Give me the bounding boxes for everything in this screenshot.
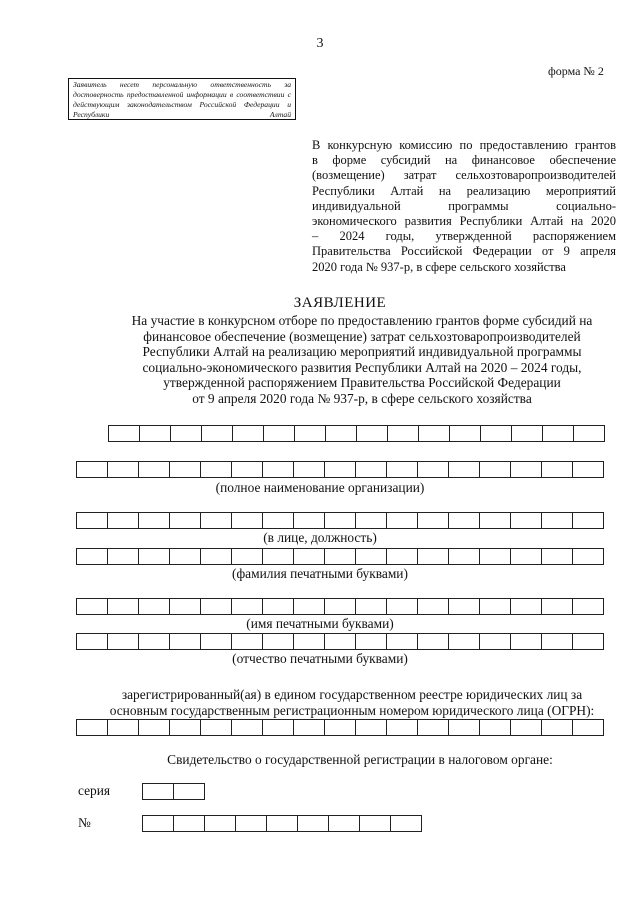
input-cell[interactable]	[107, 719, 139, 736]
input-cell[interactable]	[479, 512, 511, 529]
subtitle-line: финансовое обеспечение (возмещение) затрат сельхозтоваропроизводителей	[143, 328, 581, 344]
input-cell[interactable]	[417, 548, 449, 565]
input-cell[interactable]	[107, 633, 139, 650]
input-cell[interactable]	[479, 633, 511, 650]
input-cell[interactable]	[386, 719, 418, 736]
input-cell[interactable]	[390, 815, 422, 832]
input-cell[interactable]	[542, 425, 574, 442]
subtitle-line: социально-экономического развития Республики Алтай на 2020 – 2024 годы,	[142, 359, 582, 375]
input-cell[interactable]	[448, 719, 480, 736]
input-cell[interactable]	[107, 512, 139, 529]
input-cell[interactable]	[510, 512, 542, 529]
input-cell[interactable]	[235, 815, 267, 832]
input-cell[interactable]	[386, 633, 418, 650]
number-label: №	[78, 815, 91, 830]
registration-text	[76, 687, 628, 718]
organization-cells-row-1[interactable]	[108, 425, 605, 442]
input-cell[interactable]	[262, 512, 294, 529]
ogrn-cells[interactable]	[76, 719, 604, 736]
input-cell[interactable]	[200, 461, 232, 478]
input-cell[interactable]	[263, 425, 295, 442]
input-cell[interactable]	[200, 512, 232, 529]
input-cell[interactable]	[293, 719, 325, 736]
input-cell[interactable]	[386, 598, 418, 615]
input-cell[interactable]	[293, 512, 325, 529]
input-cell[interactable]	[387, 425, 419, 442]
input-cell[interactable]	[355, 461, 387, 478]
input-cell[interactable]	[448, 512, 480, 529]
subtitle-line: утвержденной распоряжением Правительства Российской Федерации	[163, 375, 561, 391]
addressee-line: индивидуальной программы социально-	[312, 198, 616, 213]
patronymic-cells[interactable]	[76, 633, 604, 650]
input-cell[interactable]	[324, 512, 356, 529]
input-cell[interactable]	[572, 598, 604, 615]
input-cell[interactable]	[142, 783, 174, 800]
addressee-line: В конкурсную комиссию по предоставлению грантов	[312, 138, 616, 152]
input-cell[interactable]	[479, 719, 511, 736]
input-cell[interactable]	[138, 633, 170, 650]
input-cell[interactable]	[266, 815, 298, 832]
input-cell[interactable]	[386, 461, 418, 478]
input-cell[interactable]	[293, 461, 325, 478]
name-caption: (имя печатными буквами)	[246, 616, 394, 631]
input-cell[interactable]	[231, 548, 263, 565]
subtitle-line: На участие в конкурсном отборе по предоставлению грантов форме субсидий на	[131, 313, 593, 328]
input-cell[interactable]	[324, 548, 356, 565]
input-cell[interactable]	[262, 461, 294, 478]
input-cell[interactable]	[448, 598, 480, 615]
input-cell[interactable]	[449, 425, 481, 442]
position-cells[interactable]	[76, 512, 604, 529]
input-cell[interactable]	[138, 461, 170, 478]
input-cell[interactable]	[572, 719, 604, 736]
input-cell[interactable]	[572, 548, 604, 565]
subtitle-line: Республики Алтай на реализацию мероприятий индивидуальной программы	[142, 344, 582, 360]
input-cell[interactable]	[108, 425, 140, 442]
input-cell[interactable]	[479, 548, 511, 565]
input-cell[interactable]	[204, 815, 236, 832]
input-cell[interactable]	[417, 719, 449, 736]
statement-subtitle	[100, 313, 624, 407]
input-cell[interactable]	[356, 425, 388, 442]
input-cell[interactable]	[76, 598, 108, 615]
input-cell[interactable]	[480, 425, 512, 442]
input-cell[interactable]	[293, 633, 325, 650]
organization-cells-row-2[interactable]	[76, 461, 604, 478]
input-cell[interactable]	[231, 461, 263, 478]
input-cell[interactable]	[262, 548, 294, 565]
input-cell[interactable]	[448, 633, 480, 650]
input-cell[interactable]	[417, 633, 449, 650]
input-cell[interactable]	[510, 598, 542, 615]
series-label: серия	[78, 783, 111, 798]
input-cell[interactable]	[541, 598, 573, 615]
surname-cells[interactable]	[76, 548, 604, 565]
input-cell[interactable]	[573, 425, 605, 442]
page-number: 3	[316, 36, 324, 51]
input-cell[interactable]	[169, 598, 201, 615]
input-cell[interactable]	[448, 548, 480, 565]
input-cell[interactable]	[355, 633, 387, 650]
input-cell[interactable]	[386, 512, 418, 529]
input-cell[interactable]	[324, 598, 356, 615]
position-caption: (в лице, должность)	[263, 530, 377, 545]
input-cell[interactable]	[107, 548, 139, 565]
input-cell[interactable]	[324, 461, 356, 478]
input-cell[interactable]	[479, 461, 511, 478]
input-cell[interactable]	[231, 719, 263, 736]
input-cell[interactable]	[231, 633, 263, 650]
input-cell[interactable]	[107, 461, 139, 478]
input-cell[interactable]	[231, 512, 263, 529]
input-cell[interactable]	[201, 425, 233, 442]
patronymic-caption: (отчество печатными буквами)	[232, 651, 408, 666]
certificate-heading: Свидетельство о государственной регистрации в налоговом органе:	[167, 752, 553, 767]
input-cell[interactable]	[170, 425, 202, 442]
addressee-line: Республики Алтай на реализацию мероприятий	[312, 183, 616, 198]
input-cell[interactable]	[541, 719, 573, 736]
input-cell[interactable]	[169, 461, 201, 478]
input-cell[interactable]	[418, 425, 450, 442]
input-cell[interactable]	[76, 548, 108, 565]
number-cells[interactable]	[142, 815, 422, 832]
input-cell[interactable]	[572, 512, 604, 529]
input-cell[interactable]	[293, 548, 325, 565]
input-cell[interactable]	[262, 598, 294, 615]
input-cell[interactable]	[173, 783, 205, 800]
input-cell[interactable]	[541, 633, 573, 650]
addressee-line: – 2024 годы, утвержденной распоряжением	[312, 229, 616, 244]
input-cell[interactable]	[200, 548, 232, 565]
input-cell[interactable]	[510, 461, 542, 478]
series-cells[interactable]	[142, 783, 205, 800]
organization-caption: (полное наименование организации)	[215, 480, 425, 495]
input-cell[interactable]	[355, 548, 387, 565]
input-cell[interactable]	[328, 815, 360, 832]
input-cell[interactable]	[169, 633, 201, 650]
input-cell[interactable]	[138, 512, 170, 529]
input-cell[interactable]	[262, 633, 294, 650]
input-cell[interactable]	[417, 598, 449, 615]
input-cell[interactable]	[355, 598, 387, 615]
addressee-block	[312, 138, 616, 275]
addressee-line: Правительства Российской Федерации от 9 апреля	[312, 244, 616, 259]
input-cell[interactable]	[324, 719, 356, 736]
input-cell[interactable]	[510, 633, 542, 650]
form-label: форма № 2	[548, 64, 604, 78]
input-cell[interactable]	[139, 425, 171, 442]
input-cell[interactable]	[138, 548, 170, 565]
addressee-line: (возмещение) затрат сельхозтоваропроизводителей	[312, 168, 616, 183]
subtitle-line: от 9 апреля 2020 года № 937-р, в сфере сельского хозяйства	[192, 390, 532, 406]
surname-caption: (фамилия печатными буквами)	[232, 566, 408, 581]
disclaimer-box: Заявитель несет персональную ответственность за достоверность предоставленной информации в соответствии с действующим законодательством Российской Федерации и Республики Алтай	[68, 78, 296, 120]
input-cell[interactable]	[355, 719, 387, 736]
input-cell[interactable]	[138, 598, 170, 615]
input-cell[interactable]	[297, 815, 329, 832]
input-cell[interactable]	[541, 512, 573, 529]
input-cell[interactable]	[169, 512, 201, 529]
input-cell[interactable]	[262, 719, 294, 736]
input-cell[interactable]	[541, 548, 573, 565]
input-cell[interactable]	[142, 815, 174, 832]
input-cell[interactable]	[76, 633, 108, 650]
input-cell[interactable]	[386, 548, 418, 565]
input-cell[interactable]	[200, 598, 232, 615]
input-cell[interactable]	[200, 633, 232, 650]
addressee-line: в форме субсидий на финансовое обеспечение	[312, 153, 616, 168]
input-cell[interactable]	[294, 425, 326, 442]
input-cell[interactable]	[510, 719, 542, 736]
addressee-line: 2020 года № 937-р, в сфере сельского хозяйства	[312, 259, 566, 274]
input-cell[interactable]	[448, 461, 480, 478]
input-cell[interactable]	[169, 719, 201, 736]
statement-title: ЗАЯВЛЕНИЕ	[293, 295, 387, 311]
input-cell[interactable]	[324, 633, 356, 650]
input-cell[interactable]	[572, 633, 604, 650]
input-cell[interactable]	[355, 512, 387, 529]
input-cell[interactable]	[138, 719, 170, 736]
input-cell[interactable]	[325, 425, 357, 442]
registration-line: основным государственным регистрационным номером юридического лица (ОГРН):	[109, 702, 595, 718]
registration-line: зарегистрированный(ая) в едином государственном реестре юридических лиц за	[121, 687, 583, 702]
addressee-line: экономического развития Республики Алтай на 2020	[312, 214, 616, 229]
input-cell[interactable]	[572, 461, 604, 478]
name-cells[interactable]	[76, 598, 604, 615]
input-cell[interactable]	[511, 425, 543, 442]
input-cell[interactable]	[169, 548, 201, 565]
input-cell[interactable]	[293, 598, 325, 615]
input-cell[interactable]	[232, 425, 264, 442]
input-cell[interactable]	[479, 598, 511, 615]
input-cell[interactable]	[231, 598, 263, 615]
input-cell[interactable]	[541, 461, 573, 478]
input-cell[interactable]	[107, 598, 139, 615]
input-cell[interactable]	[359, 815, 391, 832]
input-cell[interactable]	[173, 815, 205, 832]
input-cell[interactable]	[417, 512, 449, 529]
input-cell[interactable]	[76, 719, 108, 736]
input-cell[interactable]	[76, 461, 108, 478]
input-cell[interactable]	[417, 461, 449, 478]
input-cell[interactable]	[510, 548, 542, 565]
input-cell[interactable]	[76, 512, 108, 529]
input-cell[interactable]	[200, 719, 232, 736]
